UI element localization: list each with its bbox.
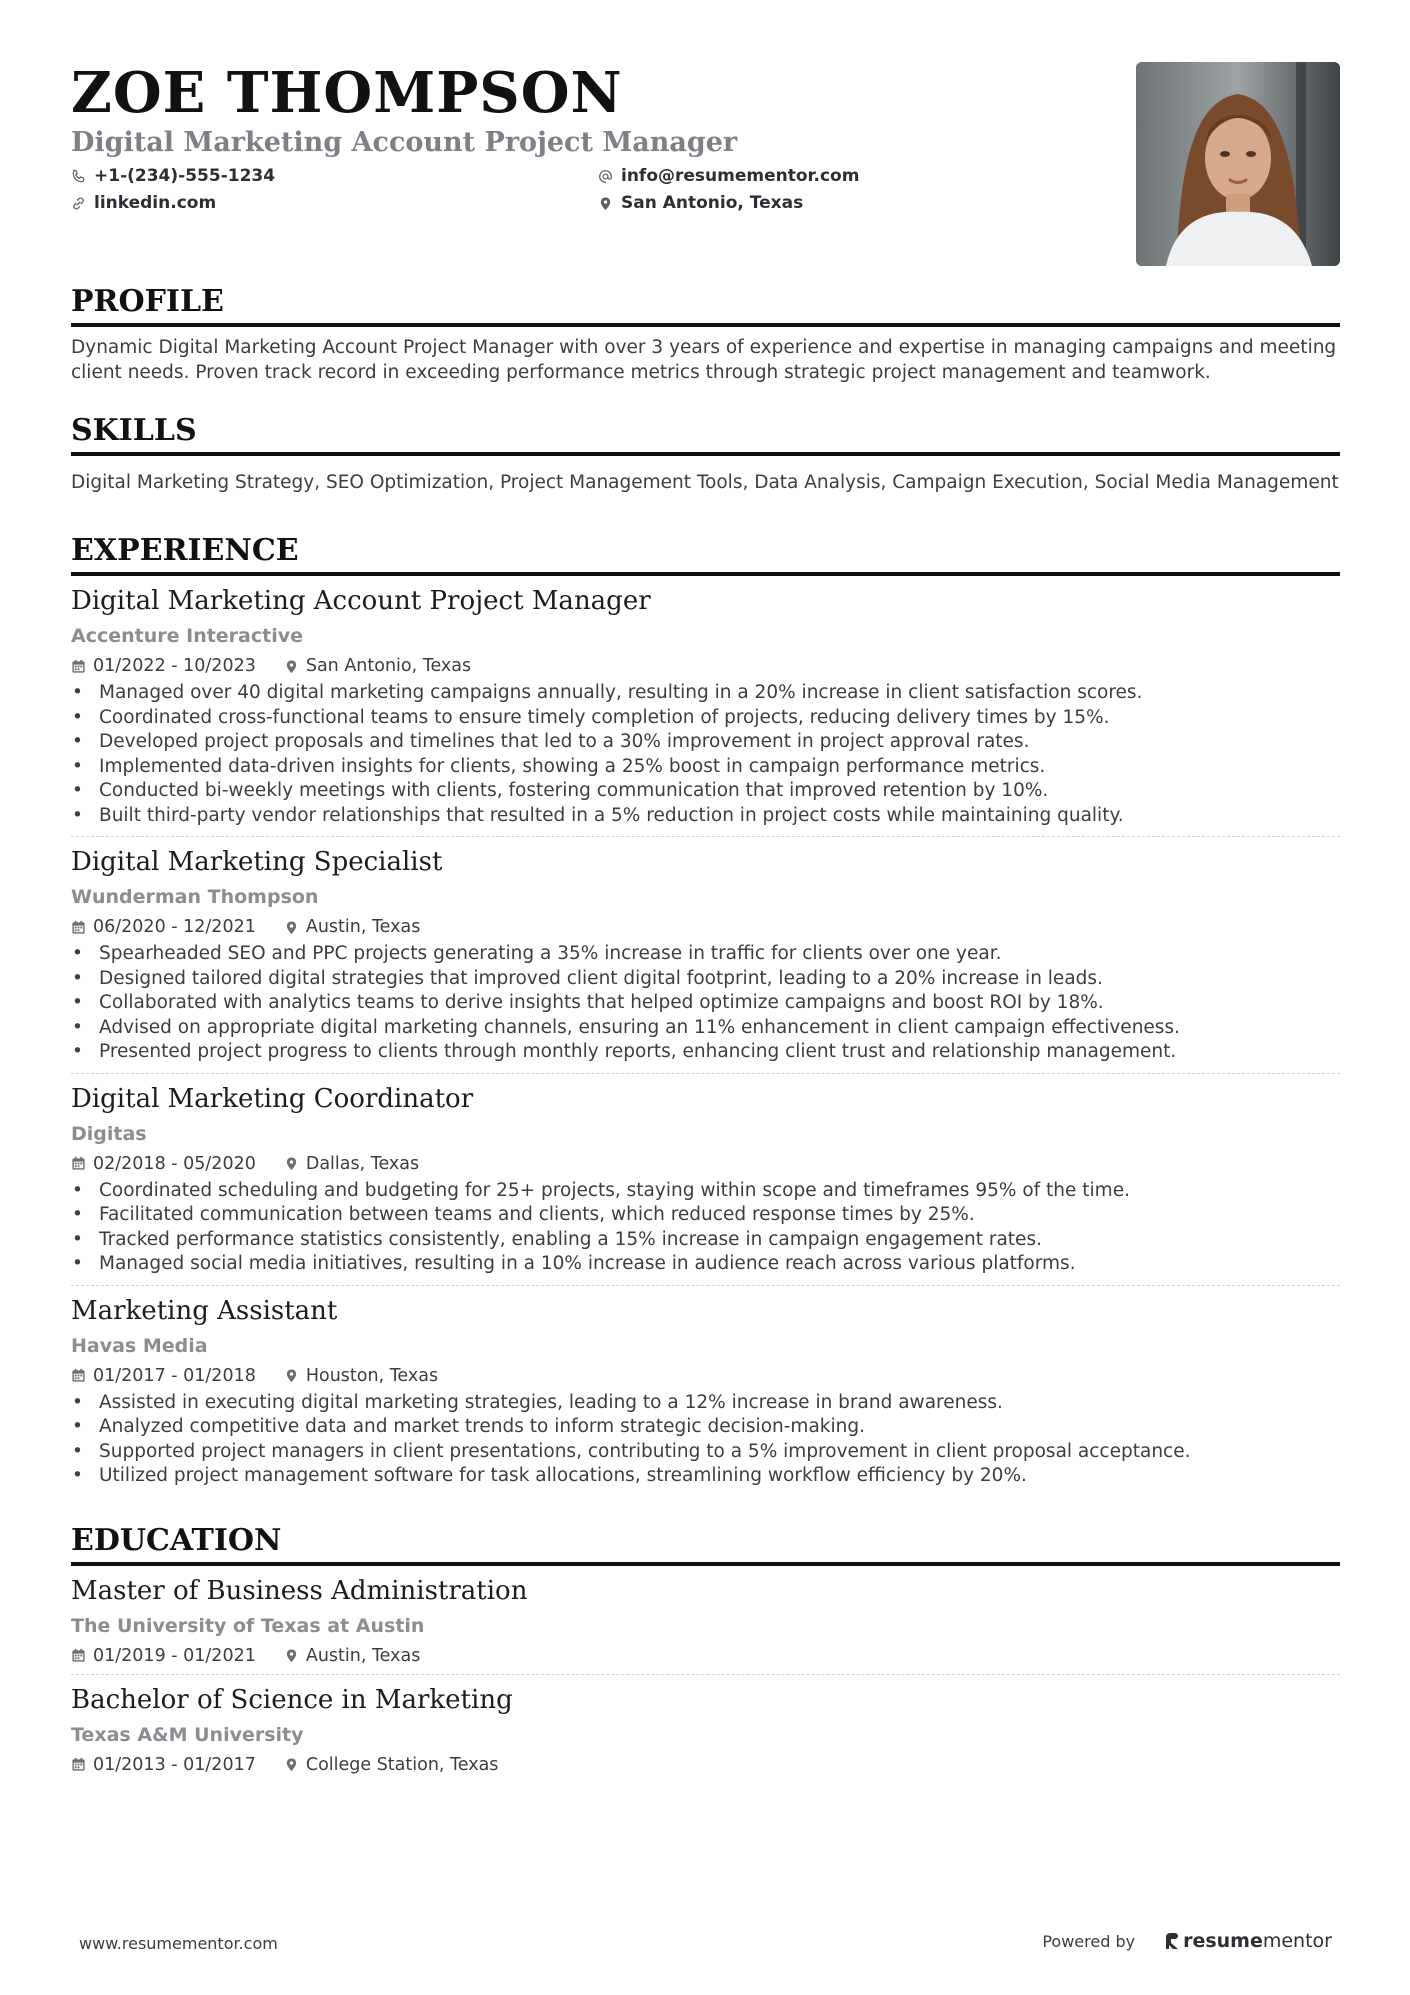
- footer-website[interactable]: www.resumementor.com: [79, 1934, 278, 1953]
- entry: [71, 837, 1340, 1074]
- contact-info: [71, 166, 891, 226]
- bullet-item: • Facilitated communication between teams and clients, which reduced response times by 25%.: [71, 1203, 1340, 1228]
- contact-email[interactable]: [598, 166, 859, 186]
- email-address[interactable]: info@resumementor.com: [621, 166, 860, 186]
- bullet-item: • Developed project proposals and timelines that led to a 30% improvement in project approval rates.: [71, 730, 1340, 755]
- bullet-item: • Managed over 40 digital marketing campaigns annually, resulting in a 20% increase in client satisfaction scores.: [71, 681, 1340, 706]
- education-heading: EDUCATION: [71, 1523, 1340, 1566]
- brand-light: mentor: [1262, 1930, 1332, 1952]
- entry-bullets: [71, 681, 1340, 828]
- entry-location-text: Austin, Texas: [305, 917, 421, 937]
- location-pin-icon: [284, 1757, 299, 1772]
- entry-title: Digital Marketing Account Project Manager: [71, 586, 651, 616]
- bullet-item: • Utilized project management software for task allocations, streamlining workflow efficiency by 20%.: [71, 1464, 1340, 1489]
- calendar-icon: [71, 1368, 86, 1383]
- profile-photo: [1136, 62, 1340, 266]
- bullet-item: • Designed tailored digital strategies that improved client digital footprint, leading to a 20% increase in leads.: [71, 967, 1340, 992]
- experience-section: [71, 533, 1340, 1497]
- resumementor-logo-icon: [1165, 1932, 1179, 1950]
- entry-organization: Accenture Interactive: [71, 625, 304, 647]
- link-icon: [71, 196, 86, 211]
- contact-location: [598, 193, 803, 213]
- entry-title: Master of Business Administration: [71, 1575, 528, 1606]
- entry-meta: [71, 1644, 1340, 1668]
- entry-meta: [71, 654, 1340, 678]
- skills-heading: SKILLS: [71, 413, 1340, 456]
- candidate-name: ZOE THOMPSON: [71, 60, 623, 126]
- footer-branding: [1042, 1930, 1332, 1952]
- entry-title: Digital Marketing Coordinator: [71, 1083, 474, 1114]
- entry-location: [284, 1364, 438, 1388]
- bullet-item: • Advised on appropriate digital marketing channels, ensuring an 11% enhancement in client campaign effectiveness.: [71, 1016, 1340, 1041]
- entry-meta: [71, 1364, 1340, 1388]
- entry-meta: [71, 1152, 1340, 1176]
- entry-dates: 02/2018 - 05/2020: [93, 1153, 256, 1174]
- entry: [71, 1566, 1340, 1675]
- entry-title: Digital Marketing Specialist: [71, 847, 443, 877]
- entry: [71, 1074, 1340, 1286]
- phone-number: +1-(234)-555-1234: [94, 166, 276, 186]
- experience-list: [71, 576, 1340, 1497]
- candidate-title: Digital Marketing Account Project Manager: [71, 127, 738, 158]
- entry-location: [284, 1644, 421, 1668]
- location-pin-icon: [284, 1156, 299, 1171]
- contact-linkedin[interactable]: [71, 193, 216, 213]
- education-list: [71, 1566, 1340, 1783]
- bullet-item: • Spearheaded SEO and PPC projects generating a 35% increase in traffic for clients over one year.: [71, 942, 1340, 967]
- location-pin-icon: [598, 196, 613, 211]
- bullet-item: • Built third-party vendor relationships that resulted in a 5% reduction in project costs while maintaining quality.: [71, 804, 1340, 829]
- calendar-icon: [71, 1757, 86, 1772]
- location-text: San Antonio, Texas: [621, 193, 804, 213]
- phone-icon: [71, 169, 86, 184]
- entry-organization: Wunderman Thompson: [71, 886, 319, 908]
- entry-title: Bachelor of Science in Marketing: [71, 1684, 513, 1715]
- brand-bold: resume: [1183, 1930, 1263, 1952]
- entry-meta: [71, 1753, 1340, 1777]
- calendar-icon: [71, 1156, 86, 1171]
- entry-meta: [71, 915, 1340, 939]
- profile-section: [71, 284, 1340, 385]
- bullet-item: • Assisted in executing digital marketing strategies, leading to a 12% increase in brand awareness.: [71, 1391, 1340, 1416]
- entry-location-text: Houston, Texas: [305, 1365, 439, 1386]
- entry-location: [284, 1152, 419, 1176]
- location-pin-icon: [284, 920, 299, 935]
- profile-heading: PROFILE: [71, 284, 1340, 327]
- entry-location-text: Austin, Texas: [305, 1645, 421, 1666]
- entry-bullets: [71, 1179, 1340, 1277]
- entry-organization: The University of Texas at Austin: [71, 1614, 425, 1637]
- bullet-item: • Collaborated with analytics teams to derive insights that helped optimize campaigns and boost ROI by 18%.: [71, 991, 1340, 1016]
- bullet-item: • Implemented data-driven insights for clients, showing a 25% boost in campaign performance metrics.: [71, 755, 1340, 780]
- entry-bullets: [71, 942, 1340, 1065]
- entry: [71, 576, 1340, 837]
- entry: [71, 1675, 1340, 1783]
- entry: [71, 1286, 1340, 1497]
- bullet-item: • Coordinated cross-functional teams to ensure timely completion of projects, reducing delivery times by 15%.: [71, 706, 1340, 731]
- email-icon: [598, 169, 613, 184]
- calendar-icon: [71, 920, 86, 935]
- linkedin-link[interactable]: linkedin.com: [94, 193, 217, 213]
- bullet-item: • Coordinated scheduling and budgeting for 25+ projects, staying within scope and timeframes 95% of the time.: [71, 1179, 1340, 1204]
- page-footer: [0, 1922, 1410, 1962]
- bullet-item: • Presented project progress to clients through monthly reports, enhancing client trust and relationship management.: [71, 1040, 1340, 1065]
- brand-logo[interactable]: [1165, 1930, 1332, 1952]
- entry-location: [284, 1753, 499, 1777]
- resume-header: [71, 58, 1340, 268]
- entry-organization: Digitas: [71, 1122, 147, 1145]
- entry-location: [284, 915, 421, 939]
- bullet-item: • Conducted bi-weekly meetings with clients, fostering communication that improved retention by 10%.: [71, 779, 1340, 804]
- location-pin-icon: [284, 1648, 299, 1663]
- entry-dates: 06/2020 - 12/2021: [93, 917, 256, 937]
- entry-location-text: San Antonio, Texas: [305, 656, 472, 676]
- entry-bullets: [71, 1391, 1340, 1489]
- powered-by-label: Powered by: [1042, 1931, 1136, 1951]
- entry-location-text: College Station, Texas: [305, 1754, 499, 1775]
- bullet-item: • Analyzed competitive data and market trends to inform strategic decision-making.: [71, 1415, 1340, 1440]
- bullet-item: • Supported project managers in client presentations, contributing to a 5% improvement in client proposal acceptance.: [71, 1440, 1340, 1465]
- skills-section: [71, 413, 1340, 495]
- experience-heading: EXPERIENCE: [71, 533, 1340, 576]
- skills-text: Digital Marketing Strategy, SEO Optimization, Project Management Tools, Data Analysis, Campaign Execution, Social Media Management: [71, 472, 1339, 493]
- calendar-icon: [71, 1648, 86, 1663]
- entry-dates: 01/2017 - 01/2018: [93, 1365, 256, 1386]
- entry-title: Marketing Assistant: [71, 1295, 338, 1326]
- contact-phone: [71, 166, 275, 186]
- profile-text: Dynamic Digital Marketing Account Project Manager with over 3 years of experience and expertise in managing campaigns and meeting client needs. Proven track record in exceeding performance metrics through strategic project management and teamwork.: [71, 337, 1337, 383]
- entry-dates: 01/2013 - 01/2017: [93, 1754, 256, 1775]
- bullet-item: • Managed social media initiatives, resulting in a 10% increase in audience reach across various platforms.: [71, 1252, 1340, 1277]
- bullet-item: • Tracked performance statistics consistently, enabling a 15% increase in campaign engagement rates.: [71, 1228, 1340, 1253]
- entry-organization: Texas A&M University: [71, 1723, 304, 1746]
- entry-dates: 01/2022 - 10/2023: [93, 656, 256, 676]
- location-pin-icon: [284, 1368, 299, 1383]
- calendar-icon: [71, 659, 86, 674]
- location-pin-icon: [284, 659, 299, 674]
- education-section: [71, 1523, 1340, 1783]
- entry-location-text: Dallas, Texas: [305, 1153, 420, 1174]
- entry-location: [284, 654, 471, 678]
- entry-organization: Havas Media: [71, 1334, 208, 1357]
- entry-dates: 01/2019 - 01/2021: [93, 1645, 256, 1666]
